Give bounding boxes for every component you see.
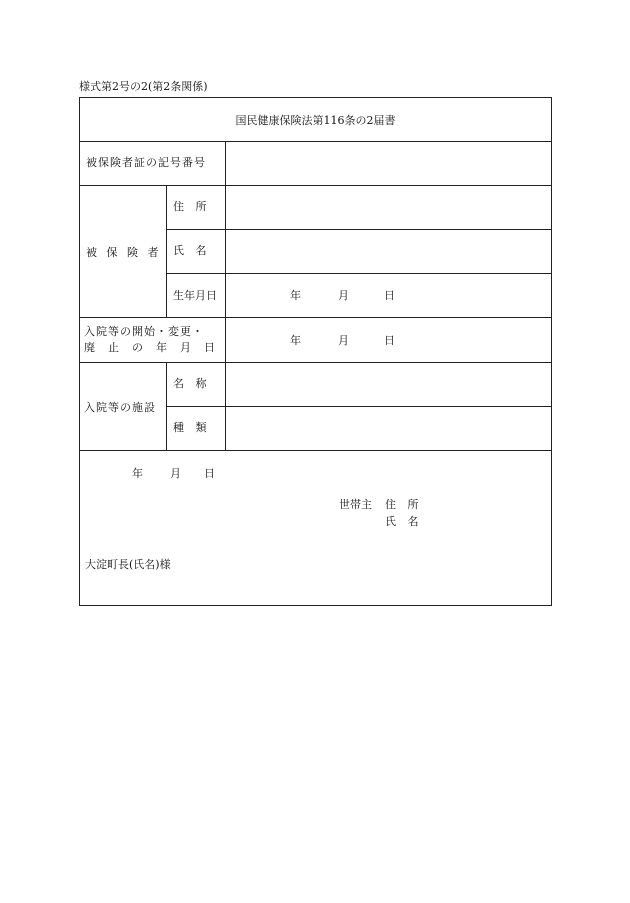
admission-year-unit: 年: [290, 334, 301, 347]
birthdate-label: 生年月日: [173, 289, 217, 302]
addressee: 大淀町長(氏名)様: [85, 558, 171, 571]
household-head-label: 世帯主: [339, 498, 372, 511]
notification-form: [79, 97, 552, 606]
admission-date-field[interactable]: [290, 334, 395, 348]
divider-title: [80, 141, 551, 142]
facility-type-field[interactable]: [227, 408, 550, 449]
facility-label: 入院等の施設: [84, 401, 156, 414]
facility-type-label: 種 類: [173, 421, 211, 434]
name-label: 氏 名: [173, 244, 211, 257]
admission-date-label-line1: 入院等の開始・変更・: [84, 325, 204, 338]
submission-month-unit: 月: [170, 467, 181, 480]
admission-date-label-line2: 廃止の年月日: [84, 341, 228, 354]
divider-label-column: [225, 141, 226, 450]
insured-symbol-number-label: [86, 156, 220, 170]
submission-day-unit: 日: [204, 467, 215, 480]
submission-year-unit: 年: [132, 467, 143, 480]
insured-person-label: 被 保 険 者: [86, 246, 162, 259]
submission-date[interactable]: [132, 467, 215, 481]
divider-name: [166, 273, 551, 274]
divider-facility-subcolumn: [166, 362, 167, 450]
divider-address: [166, 229, 551, 230]
divider-symbol-number: [80, 185, 551, 186]
facility-name-label: 名 称: [173, 377, 211, 390]
divider-insured-subcolumn: [166, 185, 167, 317]
divider-insured: [80, 317, 551, 318]
insured-symbol-number-field[interactable]: [227, 143, 550, 184]
form-title: 国民健康保険法第116条の2届書: [235, 114, 396, 127]
form-number: 様式第2号の2(第2条関係): [79, 80, 208, 93]
admission-day-unit: 日: [384, 334, 395, 347]
household-head-name-label: 氏 名: [385, 515, 423, 528]
insured-symbol-number-text: 被保険者証の記号番号: [86, 156, 206, 169]
insured-address-field[interactable]: [227, 187, 550, 228]
household-head-address-label: 住 所: [385, 498, 423, 511]
divider-facility: [80, 450, 551, 451]
divider-admission-date: [80, 362, 551, 363]
admission-month-unit: 月: [338, 334, 349, 347]
birthdate-field[interactable]: [290, 289, 395, 303]
facility-name-field[interactable]: [227, 364, 550, 405]
divider-facility-name: [166, 406, 551, 407]
birthdate-year-unit: 年: [290, 289, 301, 302]
insured-name-field[interactable]: [227, 231, 550, 272]
birthdate-month-unit: 月: [338, 289, 349, 302]
address-label: 住 所: [173, 200, 211, 213]
birthdate-day-unit: 日: [384, 289, 395, 302]
